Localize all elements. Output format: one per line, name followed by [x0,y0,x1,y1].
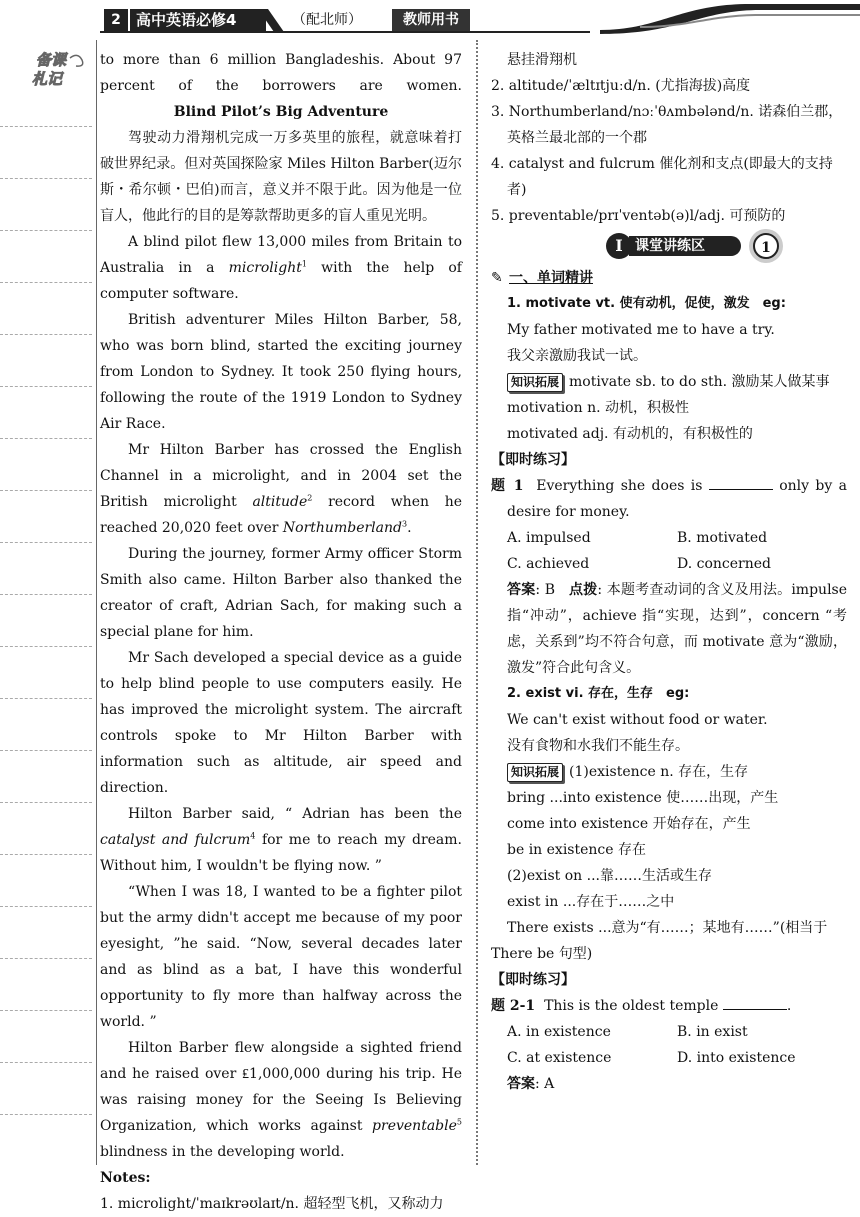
option: C. achieved [507,556,590,572]
margin-note-line [0,802,92,803]
margin-note-line [0,334,92,335]
section-title: 课堂讲练区 [629,236,741,256]
margin-note-line [0,1114,92,1115]
glossed-term: altitude [252,494,308,510]
example-en: We can't exist without food or water. [507,712,768,728]
margin-note-line [0,178,92,179]
answer-explanation: 答案: B 点拨: 本题考查动词的含义及用法。impulse 指“冲动”，achieve 指“实现，达到”，concern “考虑，关系到”均不符合句意，而 motivate 意为“激励，激发”符合此句含义。 [507,582,848,676]
note-item: 悬挂滑翔机 [507,52,577,68]
chinese-intro: 驾驶动力滑翔机完成一万多英里的旅程，就意味着打破世界纪录。但对英国探险家 Miles Hilton Barber(迈尔斯・希尔顿・巴伯)而言，意义并不限于此。因为他是一位盲人，他此行的目的是筹款帮助更多的盲人重见光明。 [100,130,462,224]
knowledge-extension-badge: 知识拓展 [507,763,563,782]
margin-note-line [0,126,92,127]
extension-item: be in existence 存在 [507,842,646,858]
option: A. impulsed [507,530,591,546]
lesson-notes-logo-icon [30,48,94,88]
answer: 答案: A [507,1076,555,1092]
margin-note-line [0,906,92,907]
margin-note-line [0,854,92,855]
page-header [0,0,860,36]
note-item: 1. microlight/ˈmaɪkrəʊlaɪt/n. 超轻型飞机，又称动力 [100,1196,444,1212]
option: B. motivated [677,530,768,546]
margin-note-line [0,542,92,543]
header-wave-icon [600,0,860,34]
margin-note-line [0,750,92,751]
paragraph: to more than 6 million Bangladeshis. About 97 percent of the borrowers are women. [100,52,462,94]
article-title: Blind Pilot’s Big Adventure [173,104,389,120]
option: C. at existence [507,1050,612,1066]
paragraph: Mr Hilton Barber has crossed the English Channel in a microlight, and in 2004 set the British microlight altitude$^2$ record when he reached 20,020 feet over Northumberland$^3$. [100,442,462,536]
extension-item: (2)exist on ...靠……生活或生存 [507,868,712,884]
left-column [100,47,462,1217]
margin-note-line [0,594,92,595]
knowledge-extension-badge: 知识拓展 [507,373,563,392]
answer-blank [709,475,773,490]
extension-item: exist in ...存在于……之中 [507,894,675,910]
practice-label: 【即时练习】 [491,452,575,468]
word-heading: 1. motivate vt. 使有动机，促使，激发 eg: [507,296,786,311]
quill-icon: ✎ [491,270,503,286]
extension-item: motivation n. 动机，积极性 [507,400,689,416]
margin-note-line [0,438,92,439]
note-item: 4. catalyst and fulcrum 催化剂和支点(即最大的支持者) [491,156,833,198]
margin-note-line [0,230,92,231]
margin-note-line [0,1010,92,1011]
option: A. in existence [507,1024,611,1040]
teacher-book-badge: 教师用书 [392,9,470,31]
word-heading: 2. exist vi. 存在，生存 eg: [507,686,690,701]
notes-label: Notes: [100,1170,151,1186]
extension-item: There exists ...意为“有……；某地有……”(相当于 There be 句型) [491,920,828,962]
paragraph: During the journey, former Army officer Storm Smith also came. Hilton Barber also thanked the creator of craft, Adrian Sach, for making such a special plane for him. [100,546,462,640]
extension-item: bring ...into existence 使……出现，产生 [507,790,779,806]
note-item: 5. preventable/prɪˈventəb(ə)l/adj. 可预防的 [491,208,786,224]
glossed-term: microlight [228,260,302,276]
glossed-term: catalyst and fulcrum [100,832,251,848]
margin-border [96,40,97,1165]
section-roman-icon: Ⅰ [606,233,632,259]
practice-label: 【即时练习】 [491,972,575,988]
margin-note-line [0,958,92,959]
question: 题 2-1 This is the oldest temple . [491,993,847,1019]
extension-block: 知识拓展 (1)existence n. 存在，生存 [491,759,847,785]
margin-note-line [0,386,92,387]
book-title: 高中英语必修4 [130,9,266,31]
note-item: 3. Northumberland/nɔːˈθʌmbələnd/n. 诺森伯兰郡，英格兰最北部的一个郡 [491,104,843,146]
page-number: 2 [104,9,128,31]
glossed-term: preventable [372,1118,457,1134]
option: D. concerned [677,556,771,572]
margin-note-line [0,490,92,491]
extension-block: 知识拓展 motivate sb. to do sth. 激励某人做某事 [491,369,847,395]
paragraph: “When I was 18, I wanted to be a fighter pilot but the army didn't accept me because of my poor eyesight, ”he said. “Now, several decades later and as blind as a bat, I have this wonderful opportunity to fly more than halfway across the world. ” [100,884,462,1030]
question: 题 1 Everything she does is only by a desire for money. [491,473,847,525]
margin-note-line [0,646,92,647]
paragraph: British adventurer Miles Hilton Barber, 58, who was born blind, started the exciting journey from London to Sydney. It took 250 flying hours, following the route of the 1919 London to Sydney Air Race. [100,312,462,432]
svg-text:备课: 备课 [36,51,67,69]
margin-note-line [0,282,92,283]
paragraph: A blind pilot flew 13,000 miles from Britain to Australia in a microlight$^1$ with the help of computer software. [100,234,462,302]
question-options [491,551,847,577]
edition-label: （配北师） [292,12,362,28]
section-number: 1 [753,233,779,259]
glossed-term: Northumberland [282,520,402,536]
svg-text:札记: 札记 [32,70,63,88]
example-zh: 我父亲激励我试一试。 [507,348,647,364]
vocab-heading: ✎ 一、单词精讲 [491,265,847,291]
section-banner [491,229,847,265]
extension-item: come into existence 开始存在，产生 [507,816,751,832]
margin-logo [30,48,92,86]
answer-blank [723,995,787,1010]
option: B. in exist [677,1024,748,1040]
margin-note-line [0,698,92,699]
question-options [491,525,847,551]
margin-note-line [0,1062,92,1063]
note-item: 2. altitude/ˈæltɪtjuːd/n. (尤指海拔)高度 [491,78,751,94]
example-zh: 没有食物和水我们不能生存。 [507,738,689,754]
question-options [491,1045,847,1071]
paragraph: Mr Sach developed a special device as a guide to help blind people to use computers easily. He has improved the microlight system. The aircraft controls spoke to Mr Hilton Barber with information such as altitude, air speed and direction. [100,650,462,796]
example-en: My father motivated me to have a try. [507,322,775,338]
right-column [491,47,847,1097]
option: D. into existence [677,1050,796,1066]
paragraph: Hilton Barber said, “ Adrian has been the catalyst and fulcrum$^4$ for me to reach my dream. Without him, I wouldn't be flying now. ” [100,806,462,874]
header-rule [100,31,590,33]
extension-item: motivated adj. 有动机的，有积极性的 [507,426,753,442]
question-options [491,1019,847,1045]
paragraph: Hilton Barber flew alongside a sighted friend and he raised over ₤1,000,000 during his trip. He was raising money for the Seeing Is Believing Organization, which works against preventable$^5$ blindness in the developing world. [100,1040,462,1160]
column-separator [476,40,478,1165]
